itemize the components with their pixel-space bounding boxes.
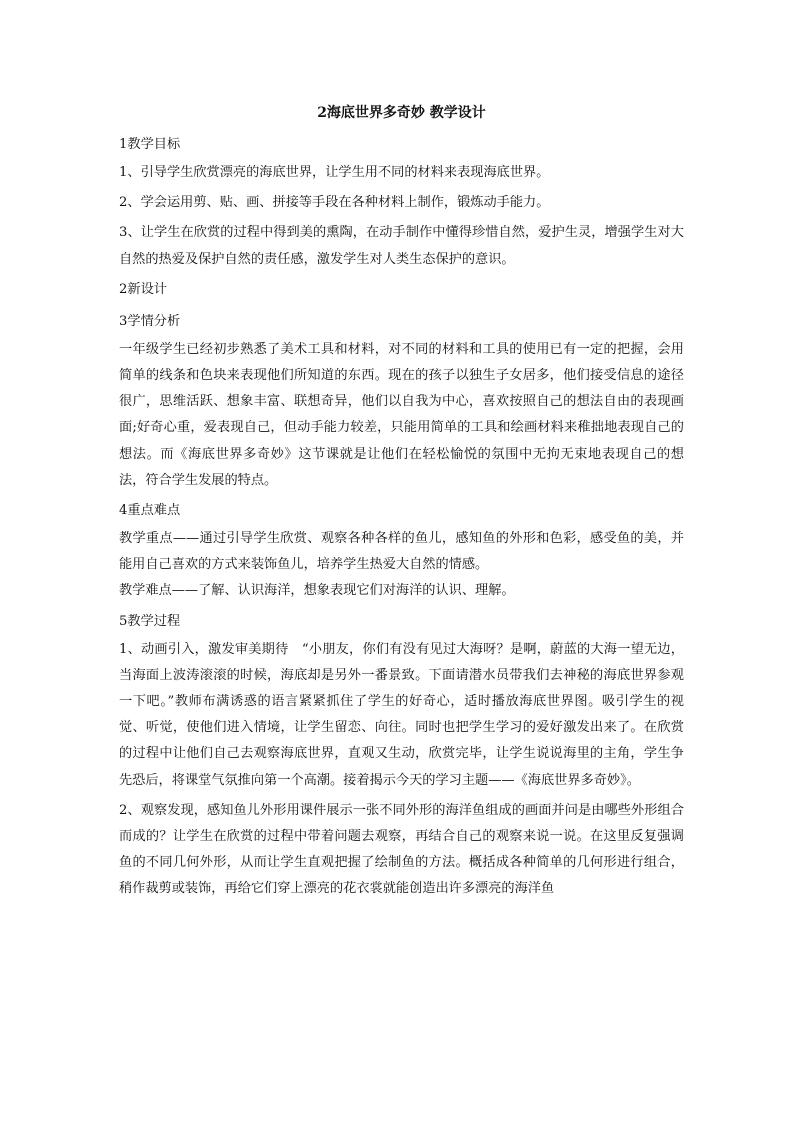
paragraph: 教学重点——通过引导学生欣赏、观察各种各样的鱼儿，感知鱼的外形和色彩，感受鱼的美，并能用自己喜欢的方式来装饰鱼儿，培养学生热爱大自然的情感。 (119, 531, 684, 573)
section-heading-key-points: 4重点难点 (119, 503, 181, 519)
section-heading-new-design: 2新设计 (119, 281, 167, 297)
paragraph: 教学难点——了解、认识海洋，想象表现它们对海洋的认识、理解。 (119, 583, 515, 599)
document-content (119, 102, 684, 903)
document-title: 2海底世界多奇妙 教学设计 (317, 105, 486, 121)
section-heading-process: 5教学过程 (119, 613, 181, 629)
paragraph: 1、引导学生欣赏漂亮的海底世界，让学生用不同的材料来表现海底世界。 (119, 165, 550, 180)
paragraph: 2、学会运用剪、贴、画、拼接等手段在各种材料上制作，锻炼动手能力。 (119, 195, 550, 211)
paragraph: 一年级学生已经初步熟悉了美术工具和材料，对不同的材料和工具的使用已有一定的把握，会用简单的线条和色块来表现他们所知道的东西。现在的孩子以独生子女居多，他们接受信息的途径很广，思维活跃、想象丰富、联想奇异，他们以自我为中心，喜欢按照自己的想法自由的表现画面;好奇心重，爱表现自己，但动手能力较差，只能用简单的工具和绘画材料来稚拙地表现自己的想法。而《海底世界多奇妙》这节课就是让他们在轻松愉悦的氛围中无拘无束地表现自己的想法，符合学生发展的特点。 (119, 341, 684, 488)
paragraph: 1、动画引入，激发审美期待 “小朋友，你们有没有见过大海呀？是啊，蔚蓝的大海一望无边，当海面上波涛滚滚的时候，海底却是另外一番景致。下面请潜水员带我们去神秘的海底世界参观一下吧。”教师布满诱惑的语言紧紧抓住了学生的好奇心，适时播放海底世界图。吸引学生的视觉、听觉，使他们进入情境，让学生留恋、向往。同时也把学生学习的爱好激发出来了。在欣赏的过程中让他们自己去观察海底世界，直观又生动，欣赏完毕，让学生说说海里的主角，学生争先恐后，将课堂气氛推向第一个高潮。接着揭示今天的学习主题——《海底世界多奇妙》。 (119, 641, 684, 788)
section-heading-objectives: 1教学目标 (119, 137, 181, 152)
section-heading-learner-analysis: 3学情分析 (119, 313, 181, 329)
paragraph: 2、观察发现，感知鱼儿外形用课件展示一张不同外形的海洋鱼组成的画面并问是由哪些外形组合而成的？让学生在欣赏的过程中带着问题去观察，再结合自己的观察来说一说。在这里反复强调鱼的不同几何外形，从而让学生直观把握了绘制鱼的方法。概括成各种简单的几何形进行组合，稍作裁剪或装饰，再给它们穿上漂亮的花衣裳就能创造出许多漂亮的海洋鱼 (119, 802, 684, 897)
paragraph: 3、让学生在欣赏的过程中得到美的熏陶，在动手制作中懂得珍惜自然，爱护生灵，增强学生对大自然的热爱及保护自然的责任感，激发学生对人类生态保护的意识。 (119, 225, 684, 267)
